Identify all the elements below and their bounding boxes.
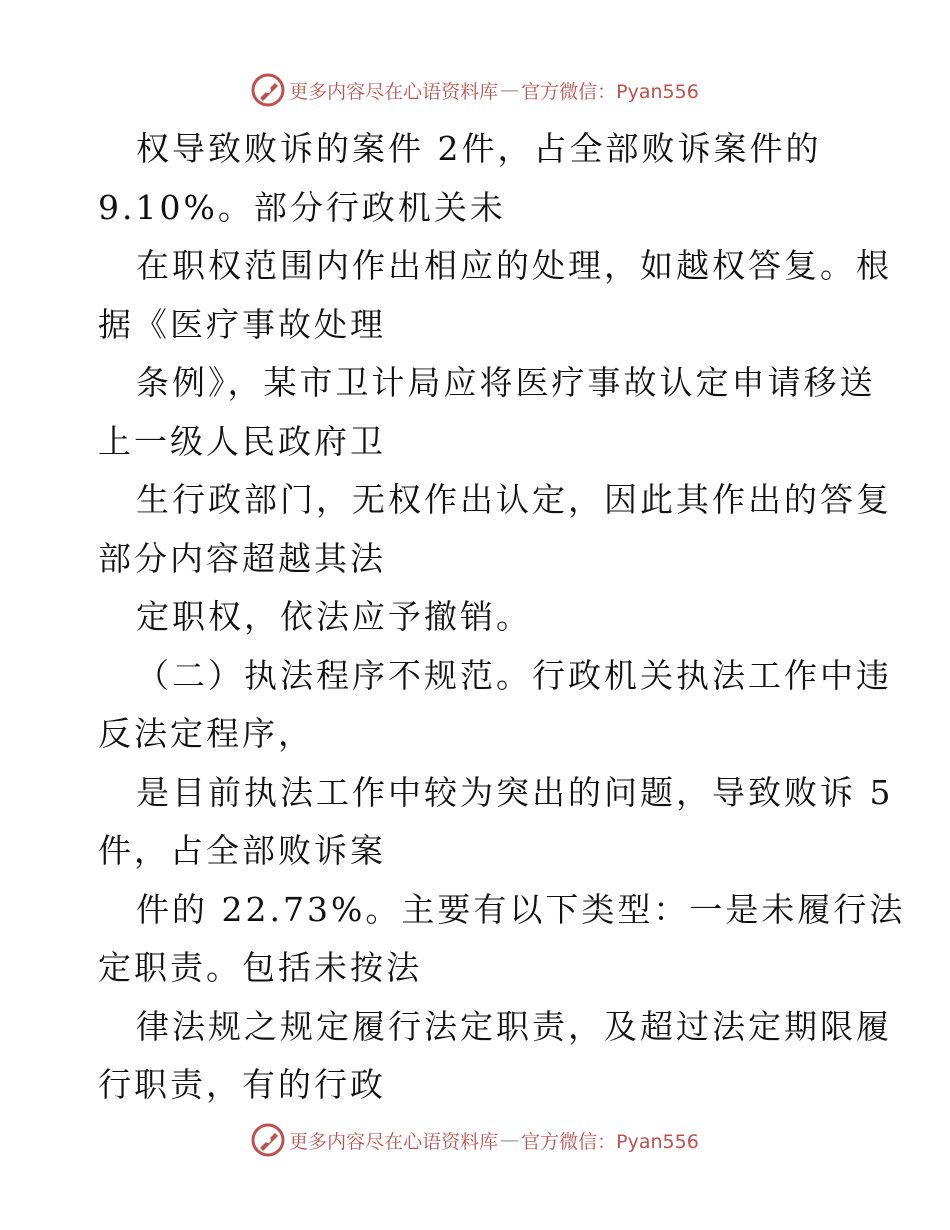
text-line: 条例》，某市卫计局应将医疗事故认定申请移送: [136, 363, 876, 402]
text-line: 是目前执法工作中较为突出的问题，导致败诉 5: [136, 772, 894, 812]
text-line: 行职责，有的行政: [98, 1065, 386, 1104]
text-line: 定职权，依法应予撤销。: [136, 597, 532, 636]
text-line: 在职权范围内作出相应的处理，如越权答复。根: [136, 246, 892, 285]
text-line: 权导致败诉的案件 2件，占全部败诉案件的: [136, 129, 822, 168]
text-line: 上一级人民政府卫: [98, 421, 386, 461]
text-line: 反法定程序，: [98, 714, 314, 753]
text-line: 生行政部门，无权作出认定，因此其作出的答复: [136, 480, 892, 519]
pen-logo-icon: [251, 73, 285, 107]
text-line: 律法规之规定履行法定职责，及超过法定期限履: [136, 1006, 892, 1046]
watermark-separator: —: [500, 1129, 520, 1151]
text-line: 据《医疗事故处理: [98, 304, 386, 344]
text-line: 部分内容超越其法: [98, 538, 386, 578]
header-watermark: [0, 70, 950, 110]
footer-watermark: [0, 1120, 950, 1160]
text-line: 定职责。包括未按法: [98, 948, 422, 987]
watermark-text: 更多内容尽在心语资料库: [289, 80, 499, 103]
text-line: 9.10%。部分行政机关未: [98, 187, 506, 227]
watermark-suffix: 官方微信：Pyan556: [521, 80, 699, 103]
watermark-suffix: 官方微信：Pyan556: [521, 1130, 699, 1153]
pen-logo-icon: [251, 1123, 285, 1157]
watermark-text: 更多内容尽在心语资料库: [289, 1130, 499, 1153]
text-line: （二）执法程序不规范。行政机关执法工作中违: [136, 655, 892, 695]
text-line: 件的 22.73%。主要有以下类型：一是未履行法: [136, 889, 906, 929]
watermark-separator: —: [500, 79, 520, 101]
document-body: [98, 120, 906, 1115]
text-line: 件，占全部败诉案: [98, 831, 386, 870]
